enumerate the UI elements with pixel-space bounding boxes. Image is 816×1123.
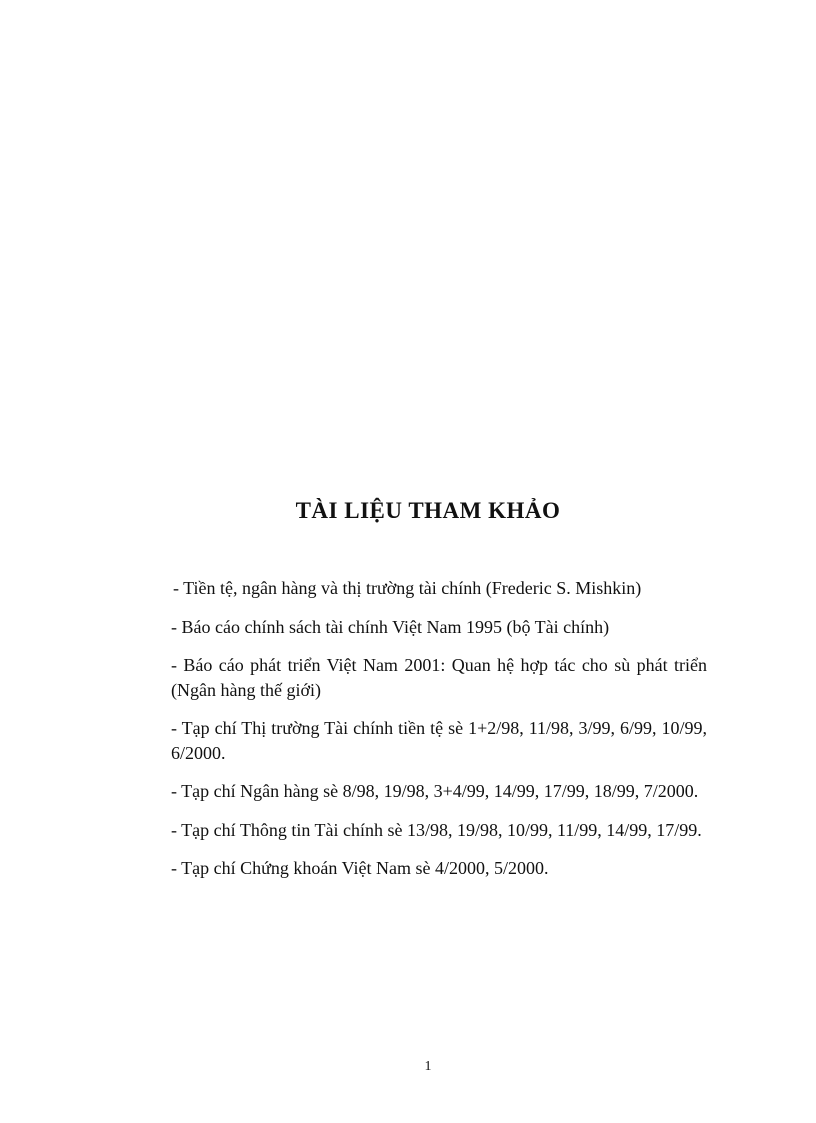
reference-item: - Tạp chí Chứng khoán Việt Nam sè 4/2000, 5/2000. (171, 858, 549, 878)
page-title: TÀI LIỆU THAM KHẢO (295, 498, 561, 523)
reference-item: - Báo cáo chính sách tài chính Việt Nam 1995 (bộ Tài chính) (171, 616, 610, 637)
reference-item: - Tạp chí Ngân hàng sè 8/98, 19/98, 3+4/99, 14/99, 17/99, 18/99, 7/2000. (171, 781, 699, 801)
reference-list (171, 576, 707, 895)
reference-item: - Báo cáo phát triển Việt Nam 2001: Quan hệ hợp tác cho sù phát triển (Ngân hàng thế giới) (171, 655, 707, 700)
reference-item: - Tạp chí Thông tin Tài chính sè 13/98, 19/98, 10/99, 11/99, 14/99, 17/99. (171, 819, 702, 840)
page-number: 1 (424, 1059, 432, 1074)
reference-item: - Tiền tệ, ngân hàng và thị trường tài chính (Frederic S. Mishkin) (173, 578, 642, 598)
reference-item: - Tạp chí Thị trường Tài chính tiền tệ sè 1+2/98, 11/98, 3/99, 6/99, 10/99, 6/2000. (171, 718, 707, 763)
